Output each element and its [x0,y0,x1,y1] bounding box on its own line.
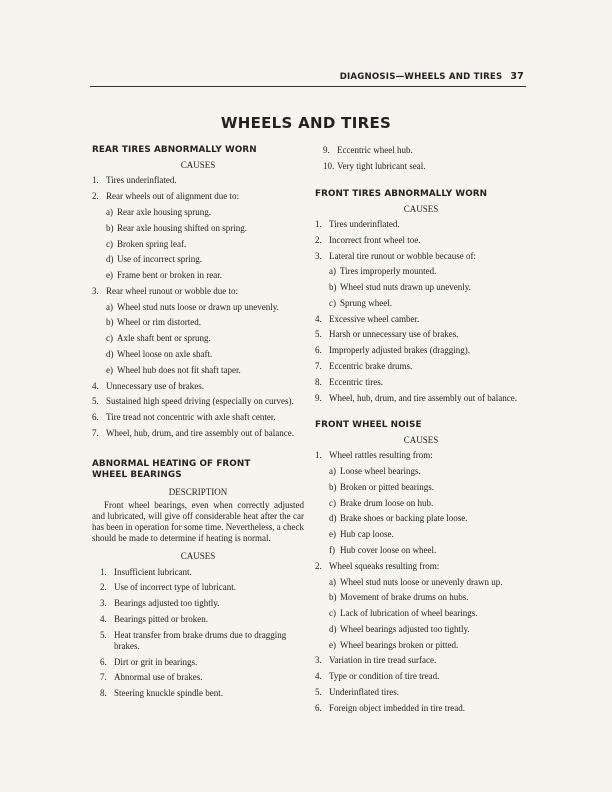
page-number: 37 [510,71,524,82]
sub-item [315,590,527,606]
item-number: 6. [100,656,107,667]
item-number: 7. [100,672,107,683]
list-item [315,448,527,464]
section-front-tires [315,189,527,406]
sub-item [92,236,304,252]
list-item [92,627,304,654]
item-text: Dirt or grit in bearings. [114,656,198,667]
list-item [315,343,527,359]
item-number: 5. [92,396,99,407]
section-rear-tires [92,145,304,441]
section-heading: FRONT WHEEL NOISE [315,419,422,430]
item-number: 2. [315,560,322,571]
causes-heading: CAUSES [180,160,216,170]
list-item [315,700,527,716]
item-text: Foreign object imbedded in tire tread. [329,702,465,713]
section-heading: REAR TIRES ABNORMALLY WORN [92,145,257,155]
item-number: e) [106,364,113,375]
item-number: b) [106,222,114,233]
item-number: 5. [100,629,107,640]
list-item [92,686,304,702]
item-number: f) [329,545,335,556]
item-text: Bearings adjusted too tightly. [114,598,220,609]
item-number: a) [329,576,336,587]
item-text: Tires underinflated. [106,175,177,186]
list-item [92,670,304,686]
item-number: e) [329,529,336,540]
sub-item [315,543,527,559]
item-number: 8. [315,376,322,387]
item-number: 6. [92,412,99,423]
causes-list [92,173,304,441]
causes-heading: CAUSES [180,551,216,562]
list-item [315,232,527,248]
item-text: Type or condition of tire tread. [329,671,440,682]
causes-list [92,564,304,701]
sub-item [315,637,527,653]
item-text: Hub cover loose on wheel. [340,545,437,556]
item-number: b) [329,481,337,492]
sub-item [315,295,527,311]
list-item [315,327,527,343]
item-text: Axle shaft bent or sprung. [117,333,211,344]
item-number: 3. [100,598,107,609]
right-column [315,143,527,730]
sub-item [92,268,304,284]
item-text: Tires underinflated. [329,218,400,229]
item-text: Wheel, hub, drum, and tire assembly out of balance. [329,392,517,403]
item-number: 1. [92,175,99,186]
sub-item [92,347,304,363]
list-item [92,410,304,426]
item-number: 5. [315,687,322,698]
section-front-wheel-noise [315,420,527,716]
item-number: e) [106,270,113,281]
item-number: 9. [315,392,322,403]
item-number: 3. [315,250,322,261]
item-text: Rear wheel runout or wobble due to: [106,285,238,296]
item-number: 5. [315,329,322,340]
item-text: Bearings pitted or broken. [114,614,208,625]
header-rule [90,86,526,87]
item-text: Sustained high speed driving (especially on curves). [106,396,294,407]
list-item [92,654,304,670]
item-number: d) [329,623,337,634]
section-heading: FRONT TIRES ABNORMALLY WORN [315,188,488,199]
list-item [92,394,304,410]
sub-item [92,220,304,236]
sub-item [92,299,304,315]
item-text: Abnormal use of brakes. [114,672,203,683]
item-number: 3. [92,285,99,296]
sub-item [92,315,304,331]
item-number: 10. [323,161,335,172]
section-heating-continued [315,143,527,175]
item-text: Rear wheels out of alignment due to: [106,191,239,202]
sub-item [92,252,304,268]
list-item [315,311,527,327]
section-heading: ABNORMAL HEATING OF FRONT WHEEL BEARINGS [92,459,251,481]
list-item [315,143,527,159]
item-text: Use of incorrect spring. [117,254,202,265]
item-text: Rear axle housing shifted on spring. [117,222,247,233]
item-text: Brake drum loose on hub. [340,497,434,508]
item-number: c) [329,497,336,508]
item-text: Lack of lubrication of wheel bearings. [340,608,478,619]
item-text: Wheel stud nuts loose or unevenly drawn up. [340,576,503,587]
page-title: WHEELS AND TIRES [220,114,392,132]
item-number: c) [106,333,113,344]
list-item [92,564,304,580]
item-number: 8. [100,688,107,699]
item-number: a) [329,266,336,277]
list-item [92,596,304,612]
left-column [92,145,304,716]
item-text: Hub cap loose. [340,529,394,540]
item-text: Lateral tire runout or wobble because of: [329,250,476,261]
list-item [315,669,527,685]
item-text: Unnecessary use of brakes. [106,380,204,391]
sub-item [315,574,527,590]
item-text: Insufficient lubricant. [114,566,192,577]
list-item [92,580,304,596]
list-item [92,378,304,394]
item-text: Rear axle housing sprung. [117,206,211,217]
item-text: Tires improperly mounted. [340,266,437,277]
sub-item [315,622,527,638]
list-item [315,374,527,390]
item-text: Wheel squeaks resulting from: [329,560,440,571]
item-number: c) [329,608,336,619]
list-item [315,217,527,233]
item-text: Variation in tire tread surface. [329,655,437,666]
item-text: Sprung wheel. [340,297,392,308]
sub-item [315,527,527,543]
item-text: Wheel stud nuts drawn up unevenly. [340,282,471,293]
item-number: 4. [92,380,99,391]
item-number: 7. [92,427,99,438]
item-number: c) [106,238,113,249]
item-text: Excessive wheel camber. [329,313,420,324]
item-number: b) [106,317,114,328]
item-text: Wheel bearings broken or pitted. [340,639,459,650]
item-number: 6. [315,702,322,713]
item-number: e) [329,639,336,650]
item-text: Tire tread not concentric with axle shaft center. [106,412,276,423]
item-text: Movement of brake drums on hubs. [340,592,469,603]
item-number: a) [329,466,336,477]
causes-list [315,448,527,716]
causes-heading: CAUSES [403,434,439,445]
sub-item [315,495,527,511]
list-item [315,685,527,701]
item-text: Wheel stud nuts loose or drawn up unevenly. [117,301,279,312]
causes-heading: CAUSES [403,203,439,214]
sub-item [92,205,304,221]
item-number: c) [329,297,336,308]
item-number: d) [106,254,114,265]
item-text: Harsh or unnecessary use of brakes. [329,329,459,340]
sub-item [315,280,527,296]
item-text: Very tight lubricant seal. [337,161,426,172]
item-number: 1. [315,450,322,461]
item-text: Eccentric brake drums. [329,360,413,371]
sub-item [315,464,527,480]
item-text: Underinflated tires. [329,687,399,698]
list-item [315,248,527,264]
list-item [92,173,304,189]
item-number: 9. [323,145,330,156]
item-text: Wheel bearings adjusted too tightly. [340,623,470,634]
item-number: a) [106,301,113,312]
item-text: Broken or pitted bearings. [340,481,434,492]
description-text: Front wheel bearings, even when correctly adjusted and lubricated, will give off considerable heat after the car has been in operation for some time. Nevertheless, a check should be made to determine if heating is normal. [92,500,304,544]
item-number: 4. [315,671,322,682]
item-number: b) [329,282,337,293]
item-text: Frame bent or broken in rear. [117,270,222,281]
item-number: 2. [92,191,99,202]
list-item [315,390,527,406]
list-item [92,189,304,205]
item-text: Brake shoes or backing plate loose. [340,513,468,524]
item-text: Eccentric wheel hub. [337,145,413,156]
sub-item [315,606,527,622]
list-item [315,159,527,175]
item-text: Heat transfer from brake drums due to dragging brakes. [114,629,287,651]
item-text: Wheel rattles resulting from: [329,450,433,461]
item-text: Wheel hub does not fit shaft taper. [117,364,241,375]
sub-item [315,480,527,496]
item-number: 6. [315,345,322,356]
sub-item [92,331,304,347]
list-item [315,558,527,574]
description-heading: DESCRIPTION [168,487,228,498]
item-number: b) [329,592,337,603]
item-text: Steering knuckle spindle bent. [114,688,223,699]
item-number: a) [106,206,113,217]
list-item [315,359,527,375]
item-number: 3. [315,655,322,666]
sub-item [92,362,304,378]
item-text: Wheel, hub, drum, and tire assembly out of balance. [106,427,294,438]
item-number: 4. [100,614,107,625]
item-number: 2. [100,582,107,593]
causes-list [315,217,527,406]
item-text: Loose wheel bearings. [340,466,421,477]
list-item [92,612,304,628]
item-text: Improperly adjusted brakes (dragging). [329,345,470,356]
item-text: Wheel loose on axle shaft. [117,348,213,359]
item-text: Use of incorrect type of lubricant. [114,582,236,593]
sub-item [315,264,527,280]
sub-item [315,511,527,527]
item-text: Incorrect front wheel toe. [329,234,421,245]
item-number: 1. [100,566,107,577]
item-number: d) [329,513,337,524]
list-item [92,426,304,442]
section-heating [92,459,304,701]
item-number: 4. [315,313,322,324]
item-number: 1. [315,218,322,229]
item-number: 2. [315,234,322,245]
running-title: DIAGNOSIS—WHEELS AND TIRES [339,72,503,82]
item-number: d) [106,348,114,359]
item-text: Wheel or rim distorted. [117,317,201,328]
list-item [315,653,527,669]
running-header [340,71,524,82]
list-item [92,283,304,299]
item-text: Eccentric tires. [329,376,383,387]
item-text: Broken spring leaf. [117,238,187,249]
item-number: 7. [315,360,322,371]
causes-list-continued [315,143,527,175]
